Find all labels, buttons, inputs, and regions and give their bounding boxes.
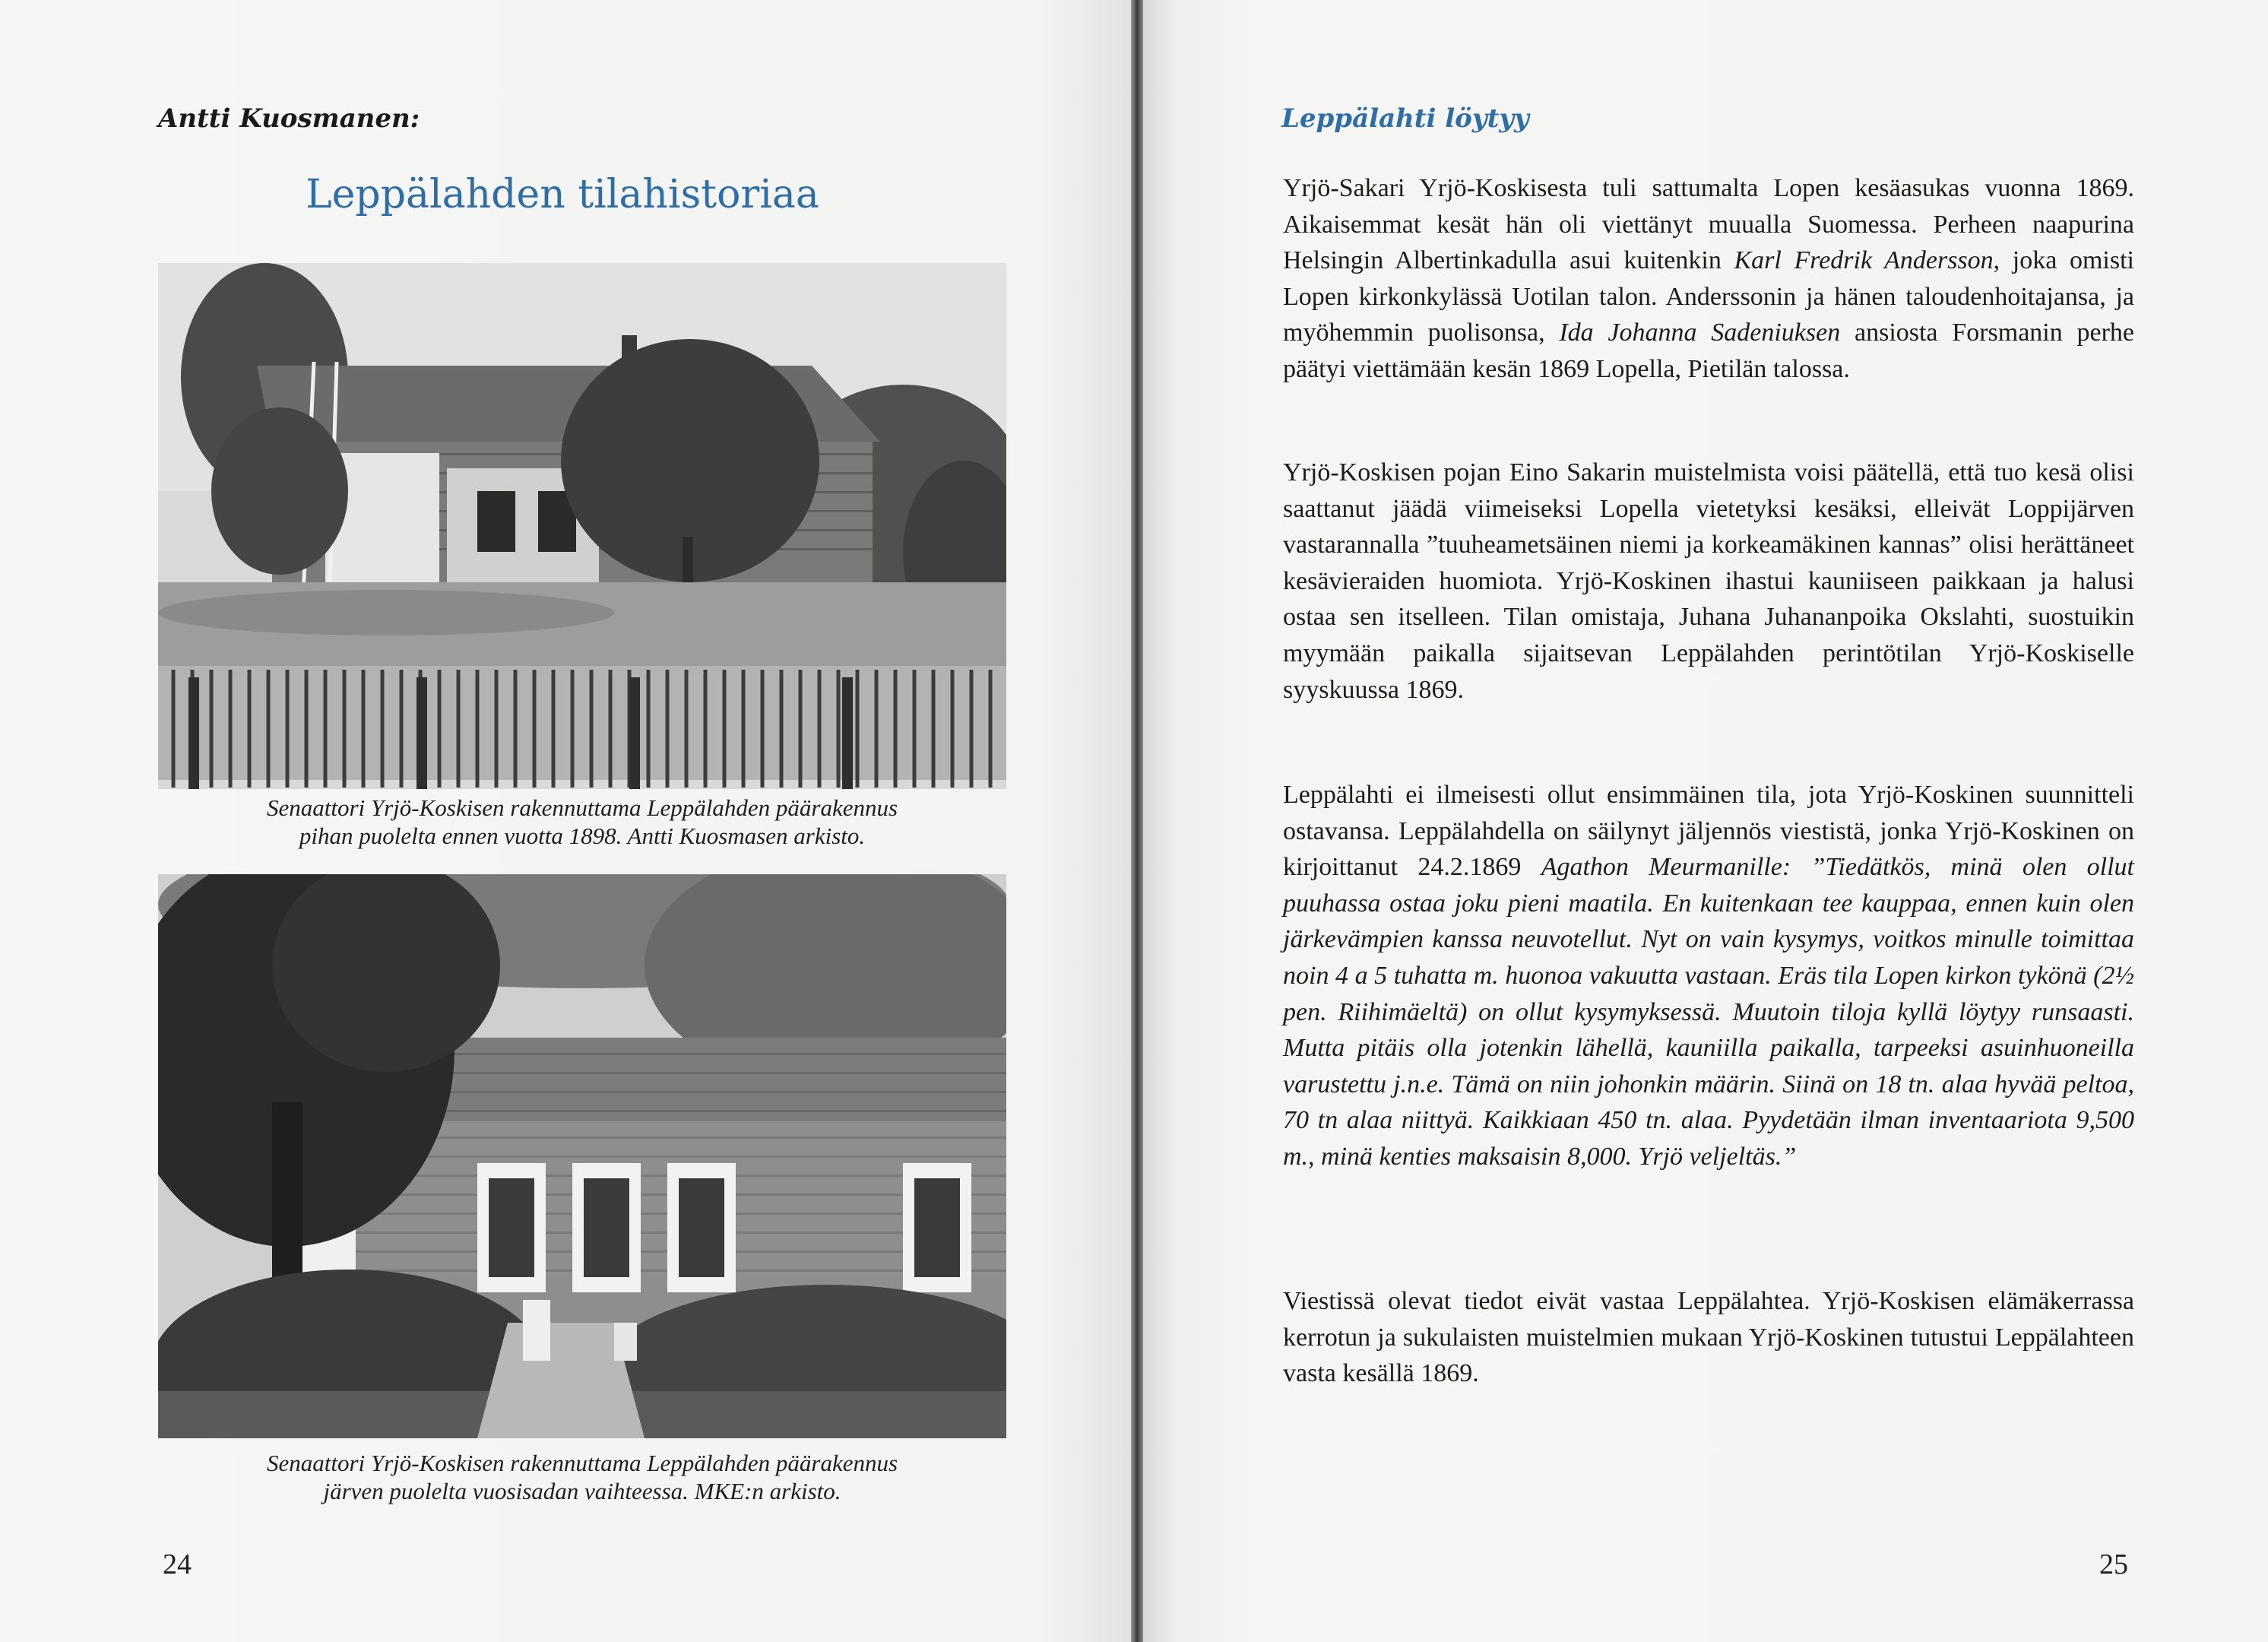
p1-text-c: , joka omisti Lopen kirkonkylässä Uotilan talon. Anderssonin ja hänen taloudenhoitajansa, ja myöhemmin puolisonsa, <box>1283 246 2134 347</box>
photo-lakeside-image <box>158 874 1006 1438</box>
photo1-caption <box>158 794 1006 850</box>
page-number-left: 24 <box>163 1548 192 1580</box>
photo2-caption-line2: järven puolelta vuosisadan vaihteessa. MKE:n arkisto. <box>323 1478 841 1504</box>
paragraph-1 <box>1283 170 2134 388</box>
p3-text-a: Leppälahti ei ilmeisesti ollut ensimmäinen tila, jota Yrjö-Koskinen suunnitteli ostavansa. Leppälahdella on säilynyt jäljennös viestistä, jonka Yrjö-Koskinen on kirjoittanut 24.2.1869 <box>1283 781 2134 882</box>
book-gutter <box>1131 0 1143 1642</box>
p1-name-ida: Ida Johanna Sadeniuksen <box>1559 319 1841 347</box>
photo-courtyard-image <box>158 263 1006 789</box>
paragraph-3 <box>1283 777 2134 1175</box>
photo-main-building-lakeside <box>158 874 1006 1438</box>
left-page <box>0 0 1131 1642</box>
p1-text-a: Yrjö-Sakari Yrjö-Koskisesta tuli sattumalta Lopen kesäasukas vuonna 1869. Aikaisemmat kesät hän oli viettänyt muualla Suomessa. Perheen naapurina Helsingin Albertinkadulla asui kuitenkin <box>1283 174 2134 275</box>
p3-quoted-letter: Agathon Meurmanille: ”Tiedätkös, minä olen ollut puuhassa ostaa joku pieni maatila. En kuitenkaan tee kauppaa, ennen kuin olen järkevämpien kanssa neuvotellut. Nyt on vain kysymys, voitkos minulle toimittaa noin 4 a 5 tuhatta m. huonoa vakuutta vastaan. Eräs tila Lopen kirkon tykönä (2½ pen. Riihimäeltä) on ollut kysymyksessä. Muutoin tiloja kyllä löytyy runsaasti. Mutta pitäis olla jotenkin lähellä, kauniilla paikalla, tarpeeksi asuinhuoneilla varustettu j.n.e. Tämä on niin johonkin määrin. Siinä on 18 tn. alaa hyvää peltoa, 70 tn alaa niittyä. Kaikkiaan 450 tn. alaa. Pyydetään ilman inventaariota 9,500 m., minä kenties maksaisin 8,000. Yrjö veljeltäs.” <box>1283 853 2134 1171</box>
section-heading: Leppälahti löytyy <box>1281 103 1529 134</box>
photo1-caption-line1: Senaattori Yrjö-Koskisen rakennuttama Leppälahden päärakennus <box>266 794 898 821</box>
page-title: Leppälahden tilahistoriaa <box>306 172 819 217</box>
page-number-right: 25 <box>2099 1548 2128 1580</box>
photo2-caption <box>158 1449 1006 1505</box>
author-name: Antti Kuosmanen: <box>158 103 420 134</box>
photo2-caption-line1: Senaattori Yrjö-Koskisen rakennuttama Leppälahden päärakennus <box>266 1450 898 1476</box>
photo1-caption-line2: pihan puolelta ennen vuotta 1898. Antti Kuosmasen arkisto. <box>299 823 866 849</box>
paragraph-4: Viestissä olevat tiedot eivät vastaa Leppälahtea. Yrjö-Koskisen elämäkerrassa kerrotun ja sukulaisten muistelmien mukaan Yrjö-Koskinen tutustui Leppälahteen vasta kesällä 1869. <box>1283 1287 2134 1388</box>
p1-text-e: ansiosta Forsmanin perhe päätyi viettämään kesän 1869 Lopella, Pietilän talossa. <box>1283 319 2134 383</box>
right-page <box>1143 0 2268 1642</box>
paragraph-2: Yrjö-Koskisen pojan Eino Sakarin muistelmista voisi päätellä, että tuo kesä olisi saattanut jäädä viimeiseksi Lopella vietetyksi kesäksi, elleivät Loppijärven vastarannalla ”tuuheametsäinen niemi ja korkeamäkinen kannas” olisi herättäneet kesävieraiden huomiota. Yrjö-Koskinen ihastui kauniiseen paikkaan ja halusi ostaa sen itselleen. Tilan omistaja, Juhana Juhananpoika Okslahti, suostuikin myymään paikalla sijaitsevan Leppälahden perintötilan Yrjö-Koskiselle syyskuussa 1869. <box>1283 458 2134 704</box>
p1-name-karl: Karl Fredrik Andersson <box>1734 246 1994 275</box>
photo-main-building-courtyard <box>158 263 1006 789</box>
